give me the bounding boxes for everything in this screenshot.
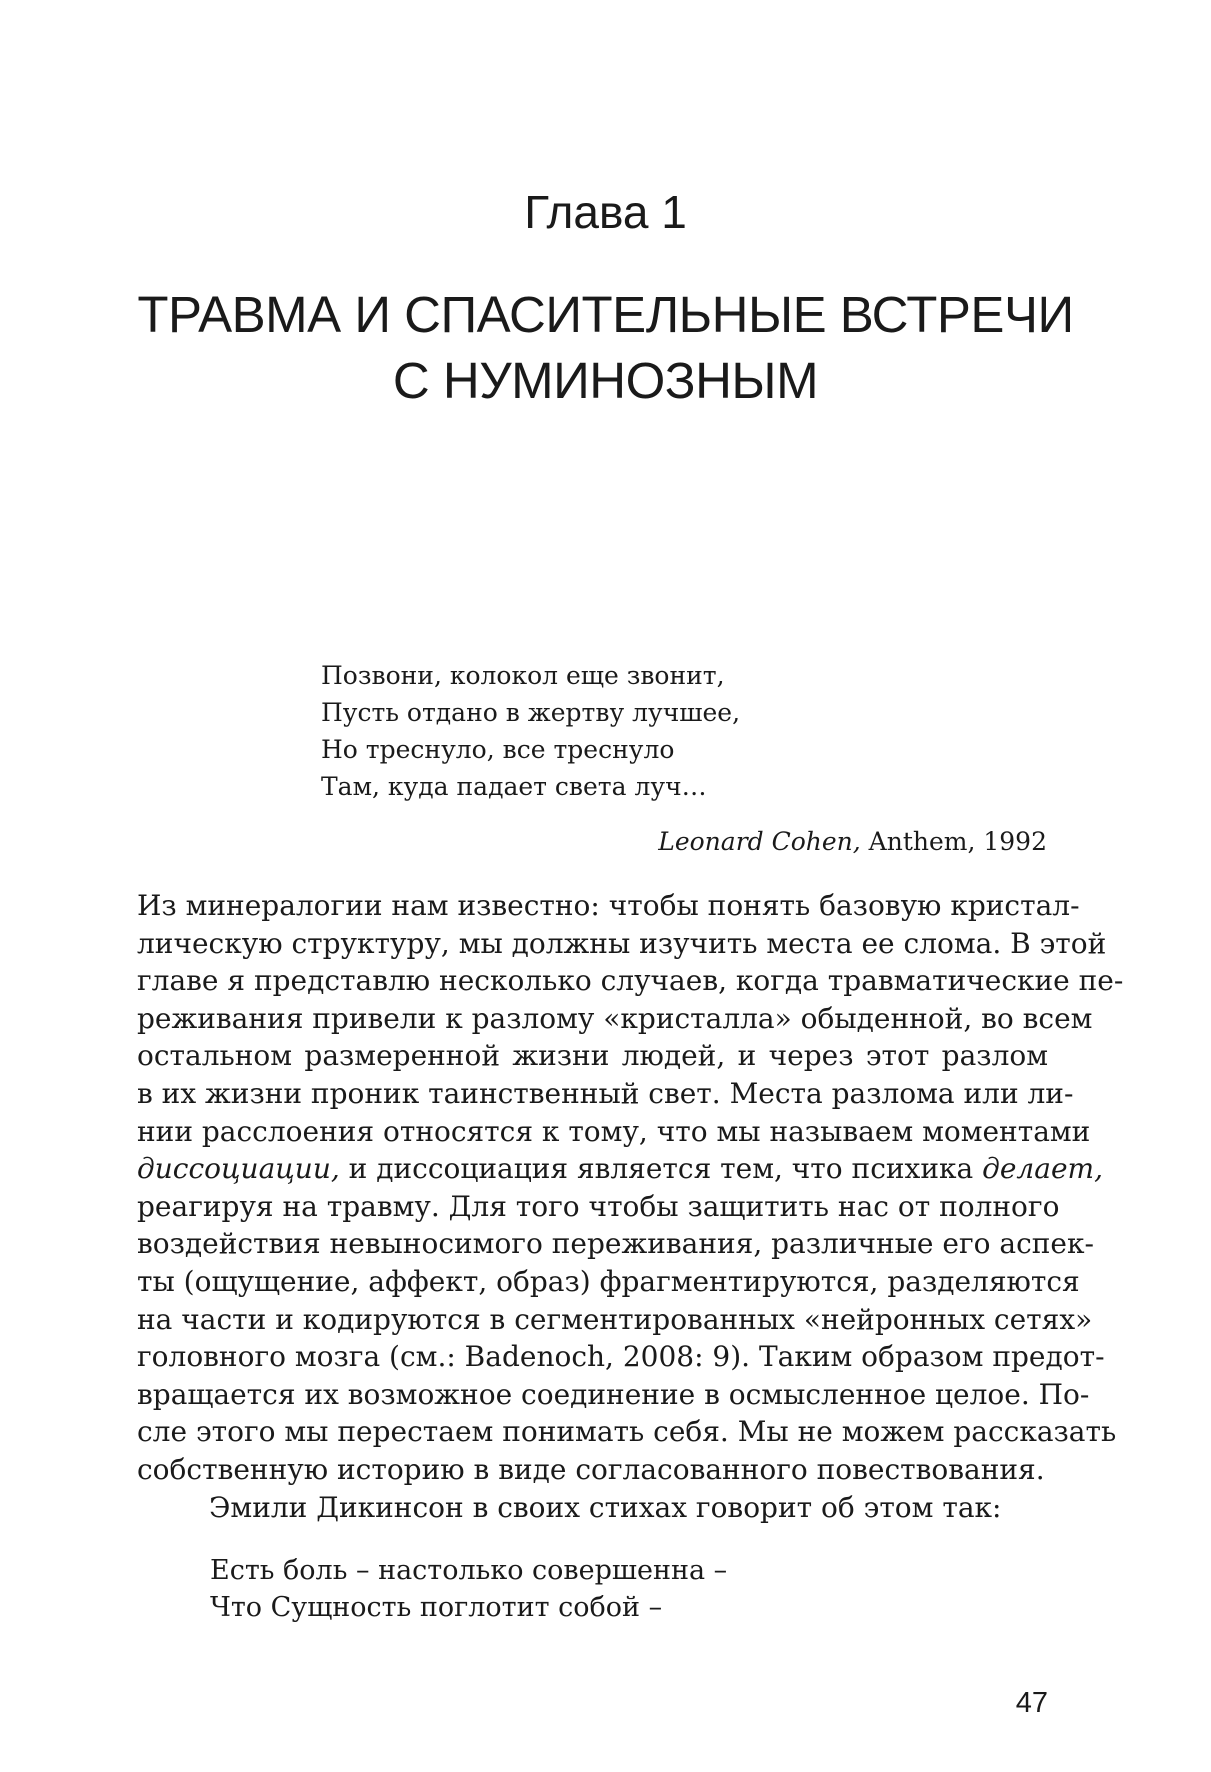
epigraph-line: Пусть отдано в жертву лучшее, bbox=[321, 698, 741, 727]
body-line: лическую структуру, мы должны изучить места ее слома. В этой bbox=[137, 926, 1107, 960]
page-number: 47 bbox=[1015, 1687, 1048, 1719]
poem-line: Что Сущность поглотит собой – bbox=[210, 1592, 663, 1623]
body-line: сле этого мы перестаем понимать себя. Мы не можем рассказать bbox=[137, 1415, 1117, 1449]
emphasis-text: диссоциации, bbox=[137, 1152, 340, 1186]
poem-quote bbox=[210, 1552, 727, 1626]
epigraph-line: Там, куда падает света луч… bbox=[321, 772, 707, 801]
chapter-title-line: С НУМИНОЗНЫМ bbox=[392, 352, 819, 409]
body-line: собственную историю в виде согласованного повествования. bbox=[137, 1452, 1045, 1486]
epigraph-author: Leonard Cohen, bbox=[658, 827, 861, 856]
epigraph-line: Позвони, колокол еще звонит, bbox=[321, 661, 725, 690]
body-line: вращается их возможное соединение в осмысленное целое. По- bbox=[137, 1377, 1090, 1411]
body-line: в их жизни проник таинственный свет. Места разлома или ли- bbox=[137, 1076, 1074, 1110]
body-line: реагируя на травму. Для того чтобы защитить нас от полного bbox=[137, 1189, 1060, 1223]
epigraph-work: Anthem, 1992 bbox=[860, 827, 1047, 856]
body-line: головного мозга (см.: Badenoch, 2008: 9). Таким образом предот- bbox=[137, 1340, 1105, 1374]
body-line bbox=[137, 1150, 1103, 1188]
emphasis-text: делает, bbox=[982, 1152, 1103, 1186]
epigraph-line: Но треснуло, все треснуло bbox=[321, 735, 675, 764]
body-line: главе я представлю несколько случаев, когда травматические пе- bbox=[137, 964, 1124, 998]
epigraph-attribution bbox=[658, 823, 1047, 860]
body-line: на части и кодируются в сегментированных «нейронных сетях» bbox=[137, 1302, 1093, 1336]
chapter-title bbox=[0, 282, 1211, 414]
chapter-title-line: ТРАВМА И СПАСИТЕЛЬНЫЕ ВСТРЕЧИ bbox=[137, 286, 1074, 343]
poem-line: Есть боль – настолько совершенна – bbox=[210, 1555, 728, 1586]
body-line: Из минералогии нам известно: чтобы понять базовую кристал- bbox=[137, 889, 1080, 922]
body-line: ты (ощущение, аффект, образ) фрагментируются, разделяются bbox=[137, 1264, 1080, 1298]
body-line-text: и диссоциация является тем, что психика bbox=[339, 1152, 983, 1186]
body-line: реживания привели к разлому «кристалла» обыденной, во всем bbox=[137, 1001, 1093, 1035]
epigraph bbox=[321, 657, 1051, 805]
body-line: Эмили Дикинсон в своих стихах говорит об этом так: bbox=[209, 1490, 1002, 1524]
body-line: остальном размеренной жизни людей, и через этот разлом bbox=[137, 1039, 1048, 1073]
chapter-label: Глава 1 bbox=[524, 186, 687, 238]
body-line: нии расслоения относятся к тому, что мы называем моментами bbox=[137, 1114, 1091, 1148]
body-paragraph bbox=[137, 887, 1124, 1526]
body-line: воздействия невыносимого переживания, различные его аспек- bbox=[137, 1227, 1094, 1261]
